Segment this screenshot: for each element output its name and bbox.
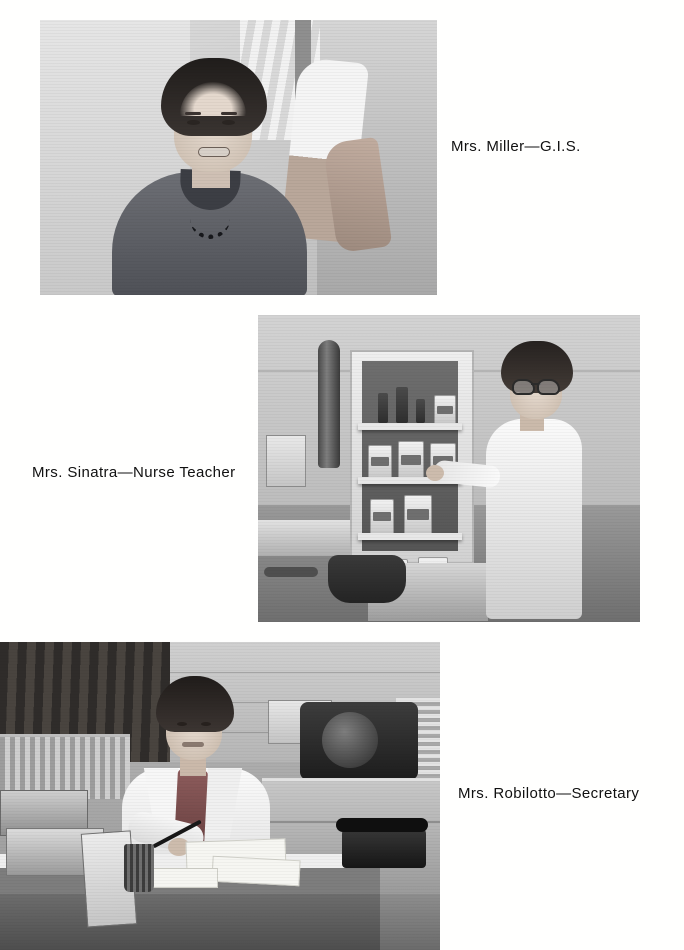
caption-miller: Mrs. Miller—G.I.S. — [451, 138, 581, 155]
photo-miller — [40, 20, 437, 295]
caption-sinatra: Mrs. Sinatra—Nurse Teacher — [32, 464, 236, 481]
photo-sinatra — [258, 315, 640, 622]
caption-robilotto: Mrs. Robilotto—Secretary — [458, 785, 640, 802]
photo-grain-overlay — [40, 20, 437, 295]
photo-robilotto — [0, 642, 440, 950]
photo-grain-overlay — [258, 315, 640, 622]
photo-grain-overlay — [0, 642, 440, 950]
